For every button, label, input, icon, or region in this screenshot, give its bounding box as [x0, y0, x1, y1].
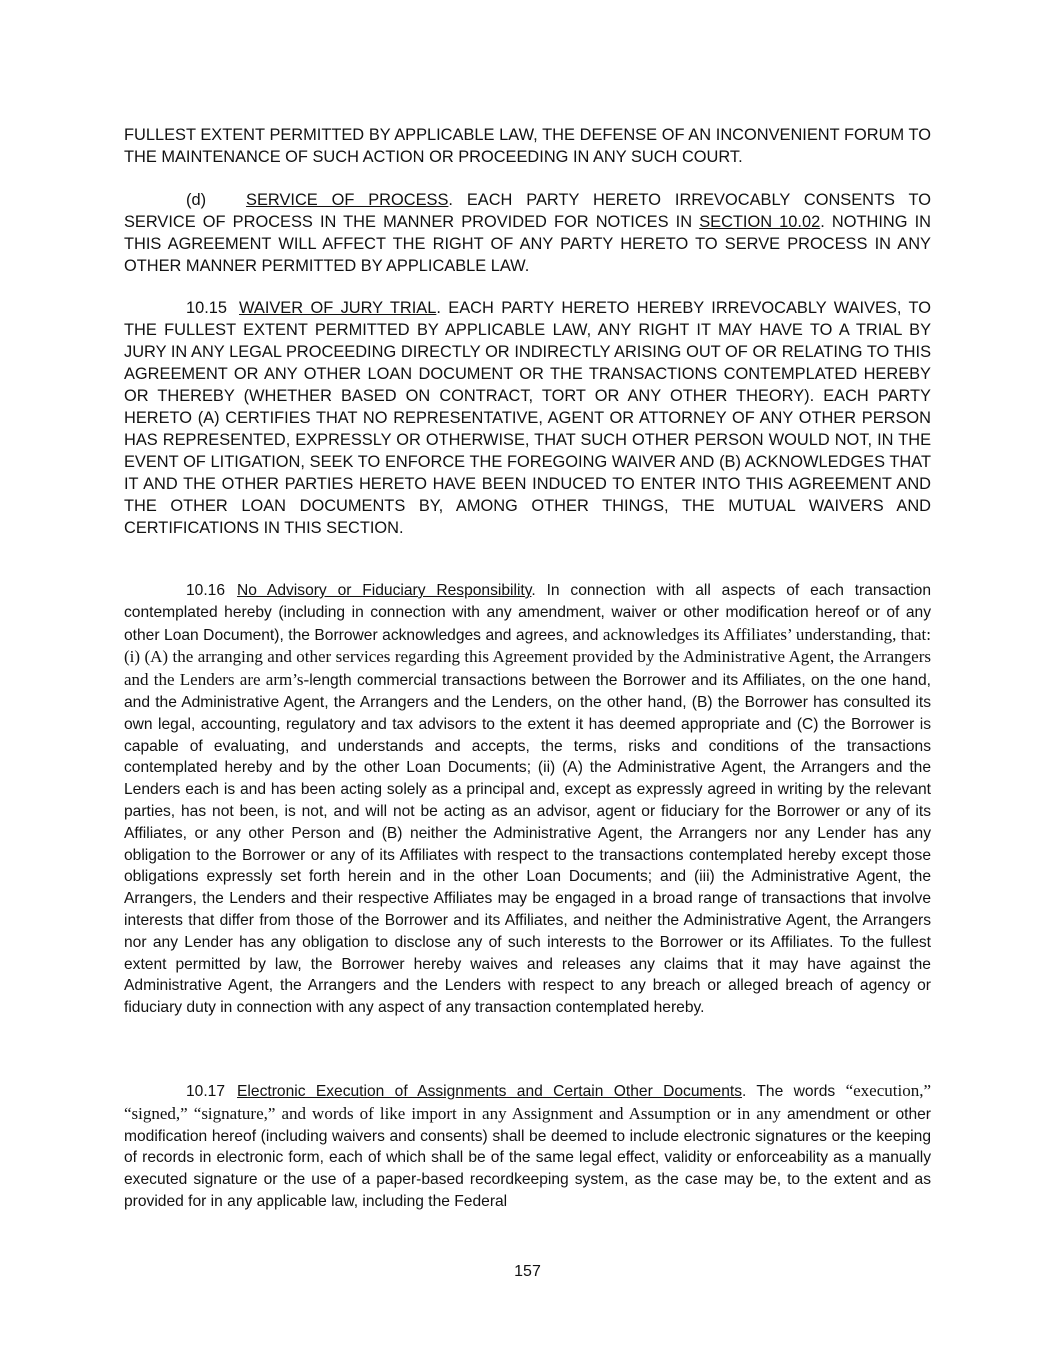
section-heading: No Advisory or Fiduciary Responsibility	[237, 582, 532, 599]
section-heading: Electronic Execution of Assignments and Certain Other Documents	[237, 1083, 742, 1100]
paragraph-no-advisory-responsibility	[124, 580, 931, 1019]
section-number: (d)	[186, 191, 207, 209]
paragraph-forum-waiver-continuation	[124, 124, 931, 168]
paragraph-text: . The words	[742, 1083, 846, 1100]
section-number: 10.16	[186, 582, 226, 599]
paragraph-text: length commercial transactions between the Borrower and its Affiliates, on the one hand, and the Administrative Agent, the Arrangers and the Lenders, on the other hand, (B) the Borrower has consulted its own legal, accounting, regulatory and tax advisors to the extent it has deemed appropriate and (C) the Borrower is capable of evaluating, and understands and accepts, the terms, risks and conditions of the transactions contemplated hereby and by the other Loan Documents; (ii) (A) the Administrative Agent, the Arrangers and the Lenders each is and has been acting solely as a principal and, except as expressly agreed in writing by the relevant parties, has not been, is not, and will not be acting as an advisor, agent or fiduciary for the Borrower or any of its Affiliates, or any other Person and (B) neither the Administrative Agent, the Arrangers nor any Lender has any obligation to the Borrower or any of its Affiliates with respect to the transactions contemplated hereby except those obligations expressly set forth herein and in the other Loan Documents; and (iii) the Administrative Agent, the Arrangers, the Lenders and their respective Affiliates may be engaged in a broad range of transactions that involve interests that differ from those of the Borrower and its Affiliates, and neither the Administrative Agent, the Arrangers nor any Lender has any obligation to disclose any of such interests to the Borrower or its Affiliates. To the fullest extent permitted by law, the Borrower hereby waives and releases any claims that it may have against the Administrative Agent, the Arrangers and the Lenders with respect to any breach or alleged breach of agency or fiduciary duty in connection with any aspect of any transaction contemplated hereby.	[124, 672, 932, 1017]
paragraph-service-of-process	[124, 189, 931, 277]
paragraph-electronic-execution	[124, 1080, 931, 1213]
paragraph-text-serif: “execution,” “signed,” “signature,” and words of like import in any Assignment and Assumption or in any	[124, 1081, 932, 1123]
paragraph-text: . EACH PARTY HERETO IRREVOCABLY CONSENTS TO SERVICE OF PROCESS IN THE MANNER PROVIDED FOR NOTICES IN	[124, 191, 931, 231]
paragraph-text: . NOTHING IN THIS AGREEMENT WILL AFFECT THE RIGHT OF ANY PARTY HERETO TO SERVE PROCESS IN ANY OTHER MANNER PERMITTED BY APPLICABLE LAW.	[124, 213, 931, 275]
section-number: 10.17	[186, 1083, 226, 1100]
page-number: 157	[514, 1263, 541, 1280]
section-heading: SERVICE OF PROCESS	[246, 191, 449, 209]
paragraph-text-serif: acknowledges its Affiliates’ understanding, that: (i) (A) the arranging and other services regarding this Agreement provided by the Administrative Agent, the Arrangers and the Lenders are arm’s-	[124, 624, 931, 690]
section-heading: WAIVER OF JURY TRIAL	[239, 299, 437, 317]
paragraph-text: amendment or other modification hereof (including waivers and consents) shall be deemed to include electronic signatures or the keeping of records in electronic form, each of which shall be of the same legal effect, validity or enforceability as a manually executed signature or the use of a paper-based recordkeeping system, as the case may be, to the extent and as provided for in any applicable law, including the Federal	[124, 1105, 931, 1210]
section-number: 10.15	[186, 299, 228, 317]
paragraph-text: . EACH PARTY HERETO HEREBY IRREVOCABLY WAIVES, TO THE FULLEST EXTENT PERMITTED BY APPLICABLE LAW, ANY RIGHT IT MAY HAVE TO A TRIAL BY JURY IN ANY LEGAL PROCEEDING DIRECTLY OR INDIRECTLY ARISING OUT OF OR RELATING TO THIS AGREEMENT OR ANY OTHER LOAN DOCUMENT OR THE TRANSACTIONS CONTEMPLATED HEREBY OR THEREBY (WHETHER BASED ON CONTRACT, TORT OR ANY OTHER THEORY). EACH PARTY HERETO (A) CERTIFIES THAT NO REPRESENTATIVE, AGENT OR ATTORNEY OF ANY OTHER PERSON HAS REPRESENTED, EXPRESSLY OR OTHERWISE, THAT SUCH OTHER PERSON WOULD NOT, IN THE EVENT OF LITIGATION, SEEK TO ENFORCE THE FOREGOING WAIVER AND (B) ACKNOWLEDGES THAT IT AND THE OTHER PARTIES HERETO HAVE BEEN INDUCED TO ENTER INTO THIS AGREEMENT AND THE OTHER LOAN DOCUMENTS BY, AMONG OTHER THINGS, THE MUTUAL WAIVERS AND CERTIFICATIONS IN THIS SECTION.	[124, 299, 931, 537]
section-reference: SECTION 10.02	[699, 213, 821, 231]
paragraph-waiver-of-jury-trial	[124, 297, 931, 539]
paragraph-text: . In connection with all aspects of each transaction contemplated hereby (including in connection with any amendment, waiver or other modification hereof or of any other Loan Document), the Borrower acknowledges and agrees, and	[124, 582, 931, 644]
paragraph-text: FULLEST EXTENT PERMITTED BY APPLICABLE LAW, THE DEFENSE OF AN INCONVENIENT FORUM TO THE MAINTENANCE OF SUCH ACTION OR PROCEEDING IN ANY SUCH COURT.	[124, 126, 931, 166]
